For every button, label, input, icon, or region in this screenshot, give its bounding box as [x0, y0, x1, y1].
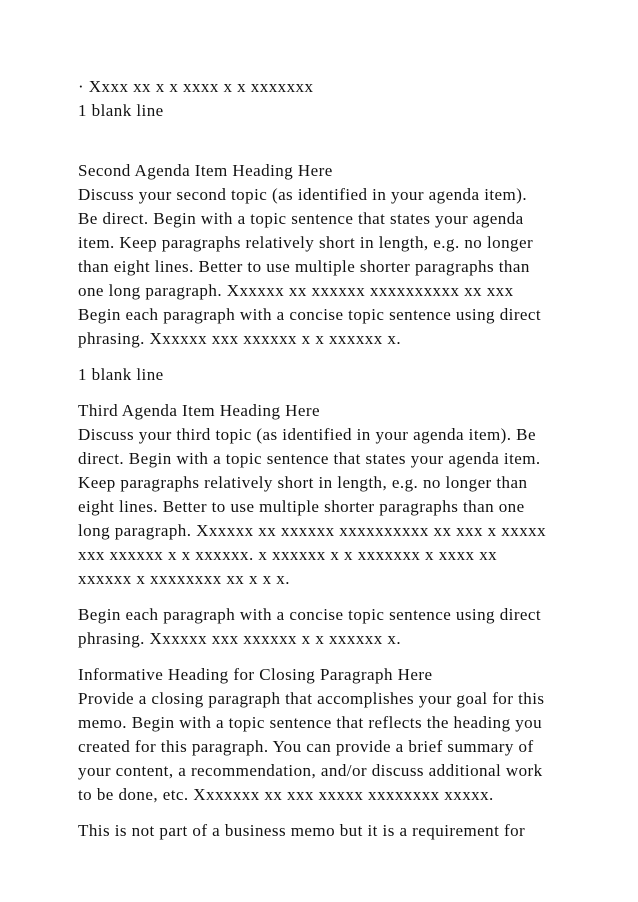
section-heading: Second Agenda Item Heading Here [78, 161, 333, 180]
paragraph-line: Discuss your third topic (as identified in your agenda item). Be [78, 425, 536, 444]
paragraph-line: created for this paragraph. You can provide a brief summary of [78, 737, 534, 756]
paragraph-line: phrasing. Xxxxxx xxx xxxxxx x x xxxxxx x. [78, 329, 402, 348]
paragraph-line: eight lines. Better to use multiple shorter paragraphs than one [78, 497, 525, 516]
paragraph-line: memo. Begin with a topic sentence that reflects the heading you [78, 713, 543, 732]
paragraph-line: one long paragraph. Xxxxxx xx xxxxxx xxxxxxxxxx xx xxx [78, 281, 514, 300]
paragraph-line: your content, a recommendation, and/or discuss additional work [78, 761, 543, 780]
paragraph-line: Begin each paragraph with a concise topic sentence using direct [78, 305, 542, 324]
section-heading: Informative Heading for Closing Paragraph Here [78, 665, 433, 684]
paragraph-line: Begin each paragraph with a concise topic sentence using direct [78, 605, 542, 624]
paragraph-line: direct. Begin with a topic sentence that states your agenda item. [78, 449, 541, 468]
paragraph-line: item. Keep paragraphs relatively short in length, e.g. no longer [78, 233, 534, 252]
section-heading: Third Agenda Item Heading Here [78, 401, 320, 420]
blank-line-note: 1 blank line [78, 365, 164, 384]
paragraph-line: This is not part of a business memo but it is a requirement for [78, 821, 526, 840]
paragraph-line: than eight lines. Better to use multiple shorter paragraphs than [78, 257, 530, 276]
blank-line-note: 1 blank line [78, 101, 164, 120]
paragraph-line: phrasing. Xxxxxx xxx xxxxxx x x xxxxxx x. [78, 629, 402, 648]
paragraph-line: Discuss your second topic (as identified in your agenda item). [78, 185, 528, 204]
paragraph-line: long paragraph. Xxxxxx xx xxxxxx xxxxxxxxxx xx xxx x xxxxx [78, 521, 547, 540]
bullet-line: · Xxxx xx x x xxxx x x xxxxxxx [78, 77, 314, 96]
paragraph-line: xxx xxxxxx x x xxxxxx. x xxxxxx x x xxxxxxx x xxxx xx [78, 545, 498, 564]
paragraph-line: xxxxxx x xxxxxxxx xx x x x. [78, 569, 290, 588]
paragraph-line: to be done, etc. Xxxxxxx xx xxx xxxxx xxxxxxxx xxxxx. [78, 785, 494, 804]
paragraph-line: Be direct. Begin with a topic sentence that states your agenda [78, 209, 524, 228]
paragraph-line: Provide a closing paragraph that accomplishes your goal for this [78, 689, 545, 708]
paragraph-line: Keep paragraphs relatively short in length, e.g. no longer than [78, 473, 528, 492]
